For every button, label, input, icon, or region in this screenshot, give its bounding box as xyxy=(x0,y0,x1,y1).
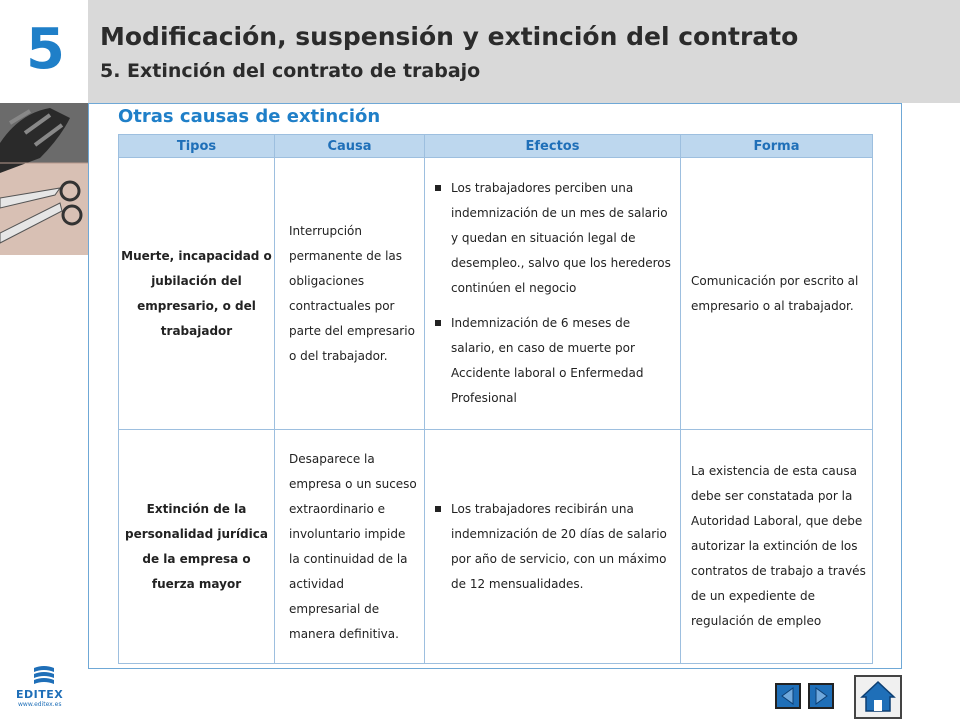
page-title: Modificación, suspensión y extinción del contrato xyxy=(100,22,799,51)
logo-url: www.editex.es xyxy=(18,701,62,708)
effect-text: Indemnización de 6 meses de salario, en caso de muerte por Accidente laboral o Enfermedad Profesional xyxy=(451,316,644,405)
section-title: Otras causas de extinción xyxy=(118,106,381,127)
column-header-forma: Forma xyxy=(681,135,873,158)
table-row xyxy=(119,430,873,664)
editex-logo-mark-icon xyxy=(12,664,76,688)
effect-text: Los trabajadores recibirán una indemnización de 20 días de salario por año de servicio, con un máximo de 12 mensualidades. xyxy=(451,501,667,591)
cell-causa: Interrupción permanente de las obligaciones contractuales por parte del empresario o del trabajador. xyxy=(275,158,425,430)
decorative-photo xyxy=(0,103,88,255)
cell-causa: Desaparece la empresa o un suceso extraordinario e involuntario impide la continuidad de la actividad empresarial de manera definitiva. xyxy=(275,430,425,664)
cell-tipo: Extinción de la personalidad jurídica de la empresa o fuerza mayor xyxy=(119,430,275,664)
effect-text: Los trabajadores perciben una indemnización de un mes de salario y quedan en situación legal de desempleo., salvo que los herederos continúen el negocio xyxy=(451,181,671,295)
cell-forma: La existencia de esta causa debe ser constatada por la Autoridad Laboral, que debe autorizar la extinción de los contratos de trabajo a través de un expediente de regulación de empleo xyxy=(681,430,873,664)
square-bullet-icon xyxy=(435,506,441,512)
square-bullet-icon xyxy=(435,320,441,326)
square-bullet-icon xyxy=(435,185,441,191)
next-button[interactable] xyxy=(808,683,834,709)
arrow-right-icon xyxy=(810,685,832,707)
page-subtitle: 5. Extinción del contrato de trabajo xyxy=(100,60,481,82)
previous-button[interactable] xyxy=(775,683,801,709)
causes-table xyxy=(118,134,873,664)
list-item xyxy=(433,176,674,301)
effects-list xyxy=(433,497,674,597)
list-item xyxy=(433,311,674,411)
arrow-left-icon xyxy=(777,685,799,707)
cell-efectos xyxy=(425,430,681,664)
home-icon xyxy=(856,677,900,717)
cell-efectos xyxy=(425,158,681,430)
logo-text: EDITEX xyxy=(16,688,64,701)
home-button[interactable] xyxy=(854,675,902,719)
cell-forma: Comunicación por escrito al empresario o al trabajador. xyxy=(681,158,873,430)
effects-list xyxy=(433,176,674,411)
column-header-causa: Causa xyxy=(275,135,425,158)
column-header-tipos: Tipos xyxy=(119,135,275,158)
column-header-efectos: Efectos xyxy=(425,135,681,158)
cell-tipo: Muerte, incapacidad o jubilación del empresario, o del trabajador xyxy=(119,158,275,430)
table-row xyxy=(119,158,873,430)
chapter-number: 5 xyxy=(26,17,65,82)
table-header-row xyxy=(119,135,873,158)
list-item xyxy=(433,497,674,597)
hand-scissors-image xyxy=(0,103,88,255)
